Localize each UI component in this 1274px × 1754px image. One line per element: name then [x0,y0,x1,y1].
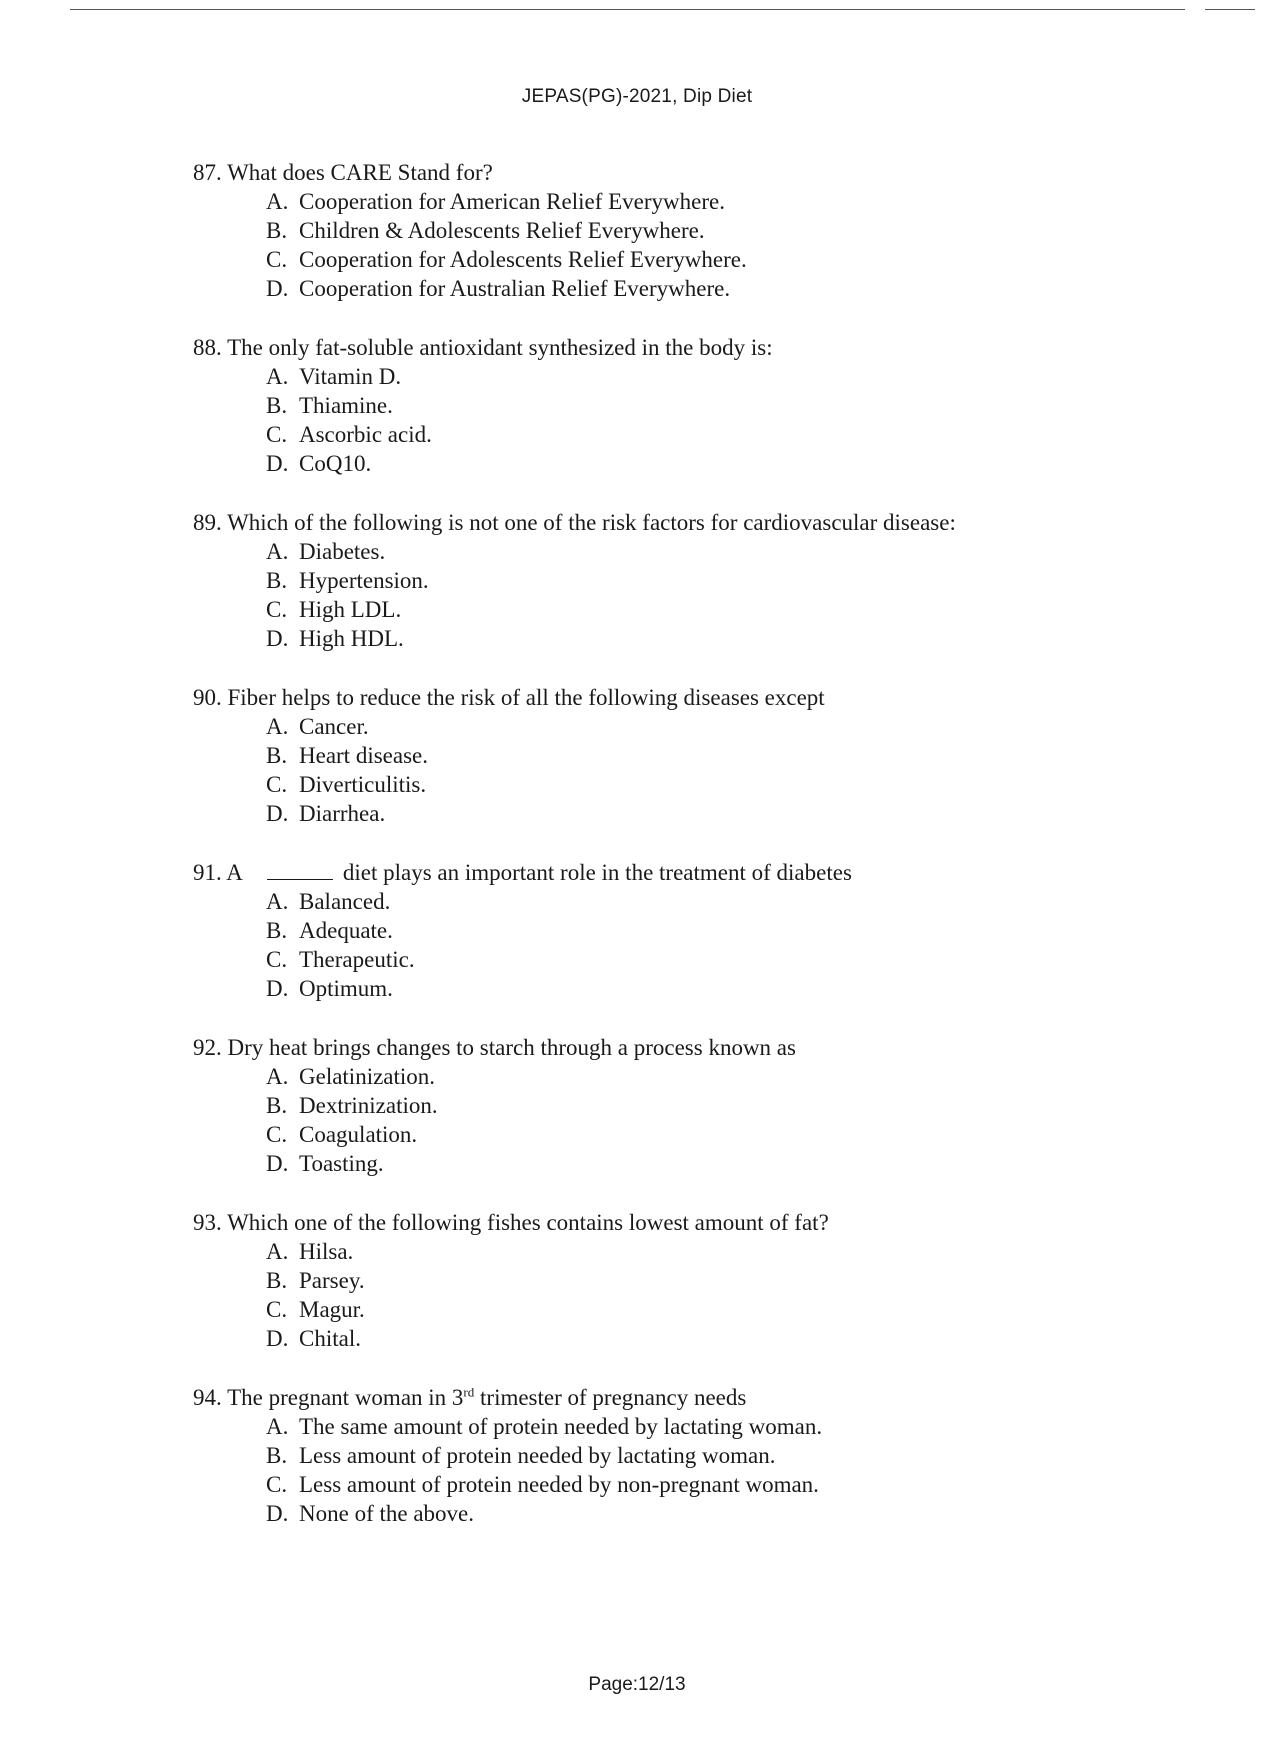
option-a [193,712,1253,741]
question-text: The only fat-soluble antioxidant synthesized in the body is: [227,335,773,360]
option-b [193,916,1253,945]
option-d [193,1149,1253,1178]
question-number: 92. [193,1035,222,1060]
option-letter: C. [266,422,288,447]
question-stem [193,158,1253,187]
option-text: The same amount of protein needed by lactating woman. [299,1414,823,1439]
option-letter: D. [266,1501,289,1526]
question-stem [193,1033,1253,1062]
question-text: What does CARE Stand for? [227,160,493,185]
question-text-before: A [226,860,243,885]
option-letter: B. [266,743,288,768]
question-stem [193,1208,1253,1237]
question-text-before: The pregnant woman in 3 [227,1385,464,1410]
option-letter: A. [266,1414,289,1439]
option-letter: A. [266,1064,289,1089]
option-a [193,1062,1253,1091]
option-b [193,566,1253,595]
option-letter: B. [266,1093,288,1118]
option-text: Magur. [299,1297,365,1322]
option-letter: B. [266,1268,288,1293]
option-text: Balanced. [299,889,391,914]
option-text: Hypertension. [299,568,429,593]
option-b [193,1441,1253,1470]
question-text-superscript: rd [463,1384,475,1400]
question-90 [193,683,1253,828]
option-b [193,216,1253,245]
question-number: 93. [193,1210,222,1235]
option-letter: D. [266,801,289,826]
option-letter: C. [266,947,288,972]
option-letter: A. [266,889,289,914]
question-stem [193,683,1253,712]
scan-edge-line-right [1205,9,1255,10]
question-stem [193,858,1253,887]
option-letter: B. [266,218,288,243]
option-c [193,770,1253,799]
option-letter: C. [266,1297,288,1322]
option-c [193,945,1253,974]
question-text: Dry heat brings changes to starch through a process known as [227,1035,796,1060]
option-letter: B. [266,1443,288,1468]
option-d [193,974,1253,1003]
option-a [193,537,1253,566]
option-c [193,1470,1253,1499]
option-text: CoQ10. [299,451,372,476]
option-text: Gelatinization. [299,1064,436,1089]
option-text: Cooperation for Australian Relief Everywhere. [299,276,731,301]
option-text: Diverticulitis. [299,772,427,797]
option-text: Ascorbic acid. [299,422,432,447]
question-text: Which one of the following fishes contains lowest amount of fat? [227,1210,829,1235]
option-d [193,1324,1253,1353]
option-a [193,1237,1253,1266]
option-c [193,595,1253,624]
option-letter: A. [266,189,289,214]
question-text-after: diet plays an important role in the treatment of diabetes [342,860,852,885]
question-text-after: trimester of pregnancy needs [480,1385,747,1410]
question-number: 88. [193,335,222,360]
option-text: Thiamine. [299,393,393,418]
option-text: Cooperation for American Relief Everywhere. [299,189,725,214]
option-letter: B. [266,393,288,418]
option-letter: A. [266,539,289,564]
option-b [193,1266,1253,1295]
option-letter: C. [266,597,288,622]
option-text: Optimum. [299,976,393,1001]
option-d [193,449,1253,478]
question-number: 89. [193,510,222,535]
question-88 [193,333,1253,478]
option-letter: C. [266,247,288,272]
fill-in-blank [267,861,333,880]
option-a [193,187,1253,216]
option-text: Chital. [299,1326,361,1351]
option-text: Diabetes. [299,539,386,564]
question-94 [193,1383,1253,1528]
option-text: High LDL. [299,597,402,622]
option-letter: D. [266,1326,289,1351]
option-b [193,741,1253,770]
page-header: JEPAS(PG)-2021, Dip Diet [521,86,753,107]
option-d [193,624,1253,653]
option-letter: A. [266,364,289,389]
option-c [193,420,1253,449]
option-d [193,274,1253,303]
option-c [193,1295,1253,1324]
question-87 [193,158,1253,303]
page-number: Page:12/13 [588,1674,686,1695]
question-stem [193,333,1253,362]
option-text: Vitamin D. [299,364,402,389]
option-text: Cancer. [299,714,369,739]
option-letter: C. [266,1122,288,1147]
question-text: Fiber helps to reduce the risk of all the following diseases except [227,685,825,710]
question-text: Which of the following is not one of the risk factors for cardiovascular disease: [227,510,956,535]
question-92 [193,1033,1253,1178]
option-letter: D. [266,451,289,476]
option-text: Parsey. [299,1268,365,1293]
question-93 [193,1208,1253,1353]
option-text: Diarrhea. [299,801,386,826]
option-letter: B. [266,918,288,943]
option-c [193,245,1253,274]
option-letter: A. [266,714,289,739]
option-text: Therapeutic. [299,947,415,972]
option-letter: D. [266,626,289,651]
option-letter: D. [266,276,289,301]
question-stem [193,1383,1253,1412]
question-89 [193,508,1253,653]
option-text: Toasting. [299,1151,384,1176]
option-letter: D. [266,1151,289,1176]
option-text: Less amount of protein needed by non-pregnant woman. [299,1472,819,1497]
option-text: Cooperation for Adolescents Relief Everywhere. [299,247,747,272]
option-text: Hilsa. [299,1239,354,1264]
question-number: 90. [193,685,222,710]
option-b [193,391,1253,420]
scan-edge-line-left [70,9,225,10]
option-letter: A. [266,1239,289,1264]
question-91 [193,858,1253,1003]
question-stem [193,508,1253,537]
scan-edge-line-middle [225,9,1185,10]
question-number: 94. [193,1385,222,1410]
option-d [193,799,1253,828]
option-text: Heart disease. [299,743,428,768]
option-c [193,1120,1253,1149]
question-number: 87. [193,160,222,185]
option-letter: C. [266,1472,288,1497]
option-text: Adequate. [299,918,393,943]
question-list [193,158,1253,1558]
option-a [193,1412,1253,1441]
option-a [193,362,1253,391]
option-text: Less amount of protein needed by lactating woman. [299,1443,776,1468]
option-letter: C. [266,772,288,797]
option-text: Children & Adolescents Relief Everywhere. [299,218,705,243]
option-b [193,1091,1253,1120]
option-text: Dextrinization. [299,1093,438,1118]
option-letter: B. [266,568,288,593]
question-number: 91. [193,860,222,885]
option-text: None of the above. [299,1501,474,1526]
option-letter: D. [266,976,289,1001]
option-d [193,1499,1253,1528]
option-a [193,887,1253,916]
option-text: Coagulation. [299,1122,418,1147]
option-text: High HDL. [299,626,404,651]
